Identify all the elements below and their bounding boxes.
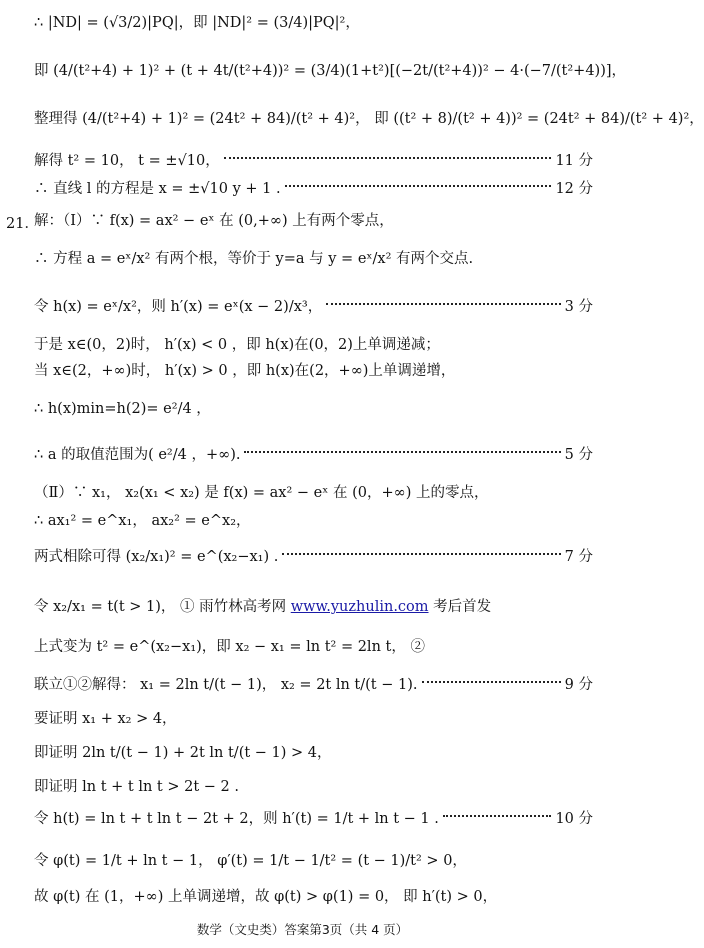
line-23 — [34, 852, 593, 870]
line-text: 令 x₂/x₁ = t(t > 1)， ① 雨竹林高考网 — [34, 599, 287, 615]
line-21 — [34, 778, 593, 796]
question-number: 21． — [6, 216, 39, 232]
line-12 — [34, 446, 593, 464]
line-text: 于是 x∈(0，2)时， h′(x) < 0 ，即 h(x)在(0，2)上单调递减； — [34, 337, 440, 353]
line-text: ∴ 方程 a = eˣ/x² 有两个根，等价于 y=a 与 y = eˣ/x² 有两个交点. — [34, 251, 474, 267]
score-label: 11 分 — [555, 153, 593, 169]
line-5 — [34, 180, 593, 198]
line-text: 即证明 ln t + t ln t > 2t − 2 . — [34, 779, 239, 795]
line-text: 解得 t² = 10， t = ±√10， — [34, 153, 220, 169]
line-17 — [34, 638, 593, 656]
score-label: 5 分 — [564, 447, 593, 463]
line-text: 解：（Ⅰ）∵ f(x) = ax² − eˣ 在 (0,+∞) 上有两个零点， — [34, 213, 394, 229]
score-label: 10 分 — [555, 811, 593, 827]
leader-dots — [443, 815, 552, 817]
leader-dots — [422, 681, 561, 683]
score-label: 3 分 — [564, 299, 593, 315]
line-text: 当 x∈(2，+∞)时， h′(x) > 0 ，即 h(x)在(2，+∞)上单调递增， — [34, 363, 456, 379]
line-1 — [34, 14, 593, 32]
leader-dots — [224, 157, 552, 159]
score-label: 12 分 — [555, 181, 593, 197]
line-18 — [34, 676, 593, 694]
leader-dots — [326, 303, 560, 305]
line-text: 联立①②解得： x₁ = 2ln t/(t − 1)， x₂ = 2t ln t/(t − 1). — [34, 677, 418, 693]
line-text: ∴ ax₁² = e^x₁， ax₂² = e^x₂， — [34, 513, 251, 529]
score-label: 7 分 — [564, 549, 593, 565]
line-24 — [34, 888, 593, 906]
line-text: 即 (4/(t²+4) + 1)² + (t + 4t/(t²+4))² = (3/4)(1+t²)[(−2t/(t²+4))² − 4·(−7/(t²+4))]， — [34, 63, 627, 79]
line-14 — [34, 512, 593, 530]
leader-dots — [282, 553, 560, 555]
line-text: 要证明 x₁ + x₂ > 4， — [34, 711, 177, 727]
line-text: 两式相除可得 (x₂/x₁)² = e^(x₂−x₁) . — [34, 549, 279, 565]
line-text: （Ⅱ）∵ x₁， x₂(x₁ < x₂) 是 f(x) = ax² − eˣ 在 (0，+∞) 上的零点， — [34, 485, 489, 501]
line-text: ∴ h(x)min=h(2)= e²/4 ， — [34, 401, 211, 417]
line-16 — [34, 598, 593, 616]
line-8 — [34, 298, 593, 316]
line-text: ∴ |ND| = (√3/2)|PQ|，即 |ND|² = (3/4)|PQ|²， — [34, 15, 360, 31]
line-text-after: 考后首发 — [428, 599, 492, 615]
line-4 — [34, 152, 593, 170]
line-text: ∴ a 的取值范围为( e²/4 ，+∞). — [34, 447, 241, 463]
site-link[interactable]: www.yuzhulin.com — [290, 599, 429, 615]
line-text: ∴ 直线 l 的方程是 x = ±√10 y + 1 . — [34, 181, 281, 197]
score-label: 9 分 — [564, 677, 593, 693]
page-footer: 数学（文史类）答案第3页（共 4 页） — [196, 922, 409, 937]
line-13 — [34, 484, 593, 502]
line-text: 整理得 (4/(t²+4) + 1)² = (24t² + 84)/(t² + 4)²， 即 ((t² + 8)/(t² + 4))² = (24t² + 84)/(t² + 4)²， — [34, 111, 704, 127]
line-20 — [34, 744, 593, 762]
line-text: 上式变为 t² = e^(x₂−x₁)，即 x₂ − x₁ = ln t² = 2ln t， ② — [34, 639, 425, 655]
leader-dots — [285, 185, 552, 187]
line-15 — [34, 548, 593, 566]
line-11 — [34, 400, 593, 418]
line-text: 即证明 2ln t/(t − 1) + 2t ln t/(t − 1) > 4， — [34, 745, 332, 761]
line-2 — [34, 62, 627, 80]
line-22 — [34, 810, 593, 828]
line-7 — [34, 250, 593, 268]
line-text: 故 φ(t) 在 (1，+∞) 上单调递增，故 φ(t) > φ(1) = 0， 即 h′(t) > 0， — [34, 889, 498, 905]
line-9 — [34, 336, 593, 354]
line-6 — [34, 212, 593, 230]
line-text: 令 h(x) = eˣ/x²，则 h′(x) = eˣ(x − 2)/x³， — [34, 299, 323, 315]
line-text: 令 h(t) = ln t + t ln t − 2t + 2，则 h′(t) = 1/t + ln t − 1 . — [34, 811, 439, 827]
line-19 — [34, 710, 593, 728]
leader-dots — [244, 451, 560, 453]
line-text: 令 φ(t) = 1/t + ln t − 1， φ′(t) = 1/t − 1/t² = (t − 1)/t² > 0， — [34, 853, 467, 869]
line-10 — [34, 362, 593, 380]
line-3 — [34, 110, 704, 128]
